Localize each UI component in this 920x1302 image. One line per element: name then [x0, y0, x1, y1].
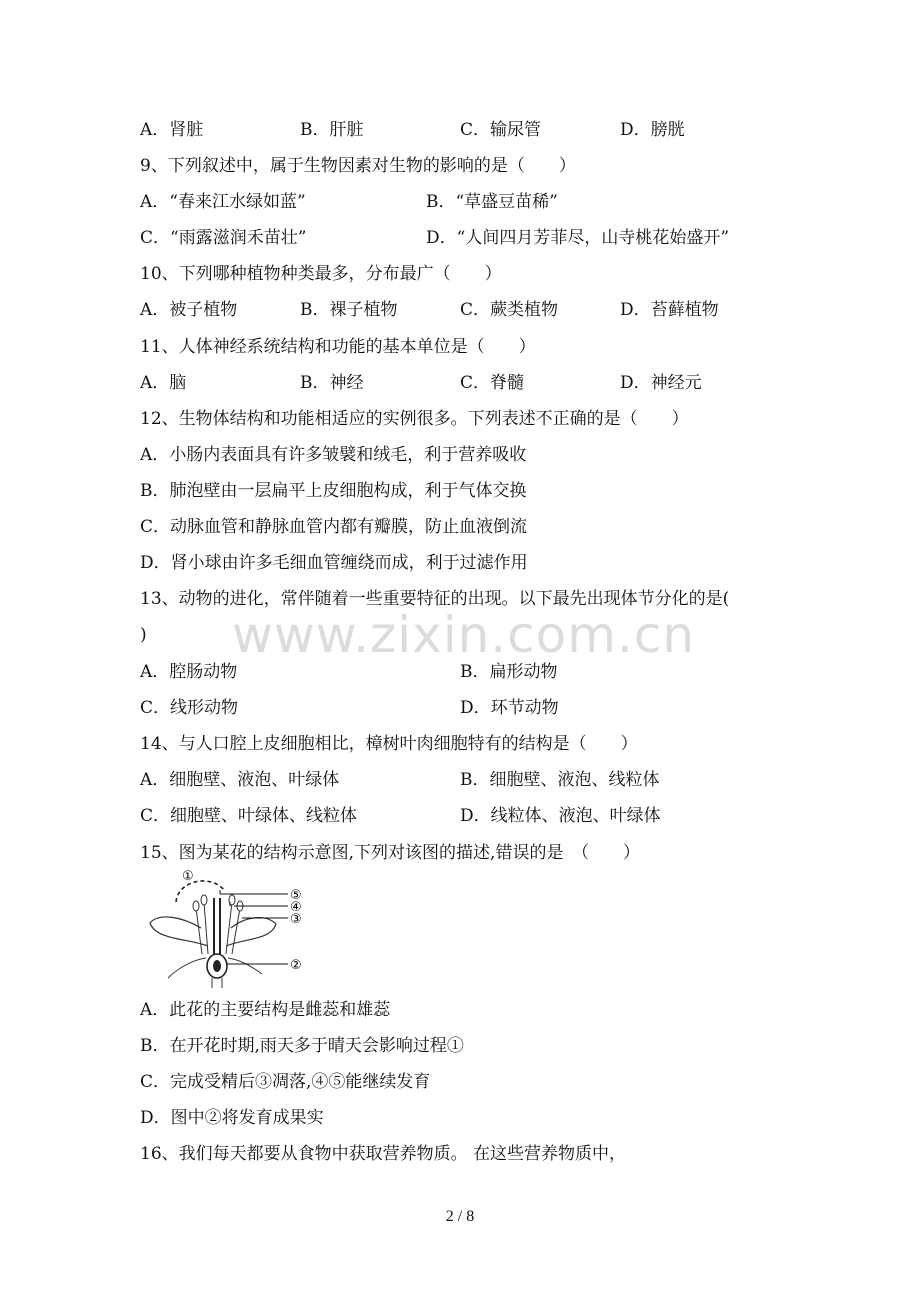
stamen-left-2	[204, 902, 208, 954]
q11-stem: 11、人体神经系统结构和功能的基本单位是（ ）	[140, 337, 536, 357]
q15-option-c: C．完成受精后③凋落,④⑤能继续发育	[140, 1072, 431, 1092]
stamen-right-2	[232, 908, 240, 954]
q13-option-d: D．环节动物	[460, 698, 559, 718]
q13-stem-continued: )	[140, 625, 147, 645]
q8-option-a: A．肾脏	[140, 120, 204, 140]
anther-1	[193, 901, 199, 911]
q10-option-d: D．苔藓植物	[620, 300, 719, 320]
q12-option-c: C．动脉血管和静脉血管内都有瓣膜，防止血液倒流	[140, 517, 528, 537]
q16-stem: 16、我们每天都要从食物中获取营养物质。 在这些营养物质中，	[140, 1144, 627, 1164]
flower-structure-diagram	[146, 868, 326, 988]
right-sepal	[228, 958, 262, 974]
q9-option-c: C．“雨露滋润禾苗壮”	[140, 228, 307, 248]
q10-option-b: B．裸子植物	[300, 300, 398, 320]
q9-option-b: B．“草盛豆苗稀”	[426, 192, 558, 212]
q9-stem: 9、下列叙述中，属于生物因素对生物的影响的是（ ）	[140, 156, 576, 176]
leader-bracket	[220, 890, 230, 906]
q8-option-b: B．肝脏	[300, 120, 364, 140]
page-number: 2 / 8	[445, 1208, 475, 1225]
pollination-dashed-arrow	[176, 881, 224, 902]
q12-stem: 12、生物体结构和功能相适应的实例很多。下列表述不正确的是（ ）	[140, 409, 689, 429]
q13-option-b: B．扁形动物	[460, 662, 558, 682]
q11-option-b: B．神经	[300, 373, 364, 393]
q14-option-b: B．细胞壁、液泡、线粒体	[460, 770, 660, 790]
right-petal	[226, 918, 276, 946]
q12-option-b: B．肺泡壁由一层扁平上皮细胞构成，利于气体交换	[140, 481, 527, 501]
q15-option-d: D．图中②将发育成果实	[140, 1108, 324, 1128]
label-5: ⑤	[290, 888, 302, 903]
anther-2	[201, 895, 207, 905]
q12-option-a: A．小肠内表面具有许多皱襞和绒毛，利于营养吸收	[140, 445, 527, 465]
q10-option-a: A．被子植物	[140, 300, 238, 320]
q9-option-d: D．“人间四月芳菲尽，山寺桃花始盛开”	[426, 228, 730, 248]
q15-option-a: A．此花的主要结构是雌蕊和雄蕊	[140, 1000, 391, 1020]
q12-option-d: D．肾小球由许多毛细血管缠绕而成，利于过滤作用	[140, 553, 528, 573]
flower-stem	[212, 978, 222, 988]
q14-option-d: D．线粒体、液泡、叶绿体	[460, 806, 661, 826]
q10-option-c: C．蕨类植物	[460, 300, 559, 320]
left-sepal	[168, 958, 206, 978]
q14-option-a: A．细胞壁、液泡、叶绿体	[140, 770, 340, 790]
q8-option-c: C．输尿管	[460, 120, 542, 140]
q10-stem: 10、下列哪种植物种类最多，分布最广（ ）	[140, 264, 502, 284]
label-3: ③	[290, 912, 302, 927]
q15-stem: 15、图为某花的结构示意图,下列对该图的描述,错误的是 （ ）	[140, 843, 640, 863]
label-4: ④	[290, 900, 302, 915]
q13-stem: 13、动物的进化，常伴随着一些重要特征的出现。以下最先出现体节分化的是(	[140, 589, 730, 609]
q11-option-a: A．脑	[140, 373, 187, 393]
ovule	[213, 960, 221, 972]
q14-option-c: C．细胞壁、叶绿体、线粒体	[140, 806, 358, 826]
q14-stem: 14、与人口腔上皮细胞相比，樟树叶肉细胞特有的结构是（ ）	[140, 734, 638, 754]
q8-option-d: D．膀胱	[620, 120, 685, 140]
q13-option-a: A．腔肠动物	[140, 662, 238, 682]
stamen-left	[196, 908, 202, 954]
q11-option-d: D．神经元	[620, 373, 702, 393]
q13-option-c: C．线形动物	[140, 698, 239, 718]
watermark: www.zixin.com.cn	[232, 606, 696, 664]
q11-option-c: C．脊髓	[460, 373, 525, 393]
label-2: ②	[290, 958, 302, 973]
q9-option-a: A．“春来江水绿如蓝”	[140, 192, 306, 212]
q15-option-b: B．在开花时期,雨天多于晴天会影响过程①	[140, 1036, 464, 1056]
label-1: ①	[182, 869, 194, 884]
